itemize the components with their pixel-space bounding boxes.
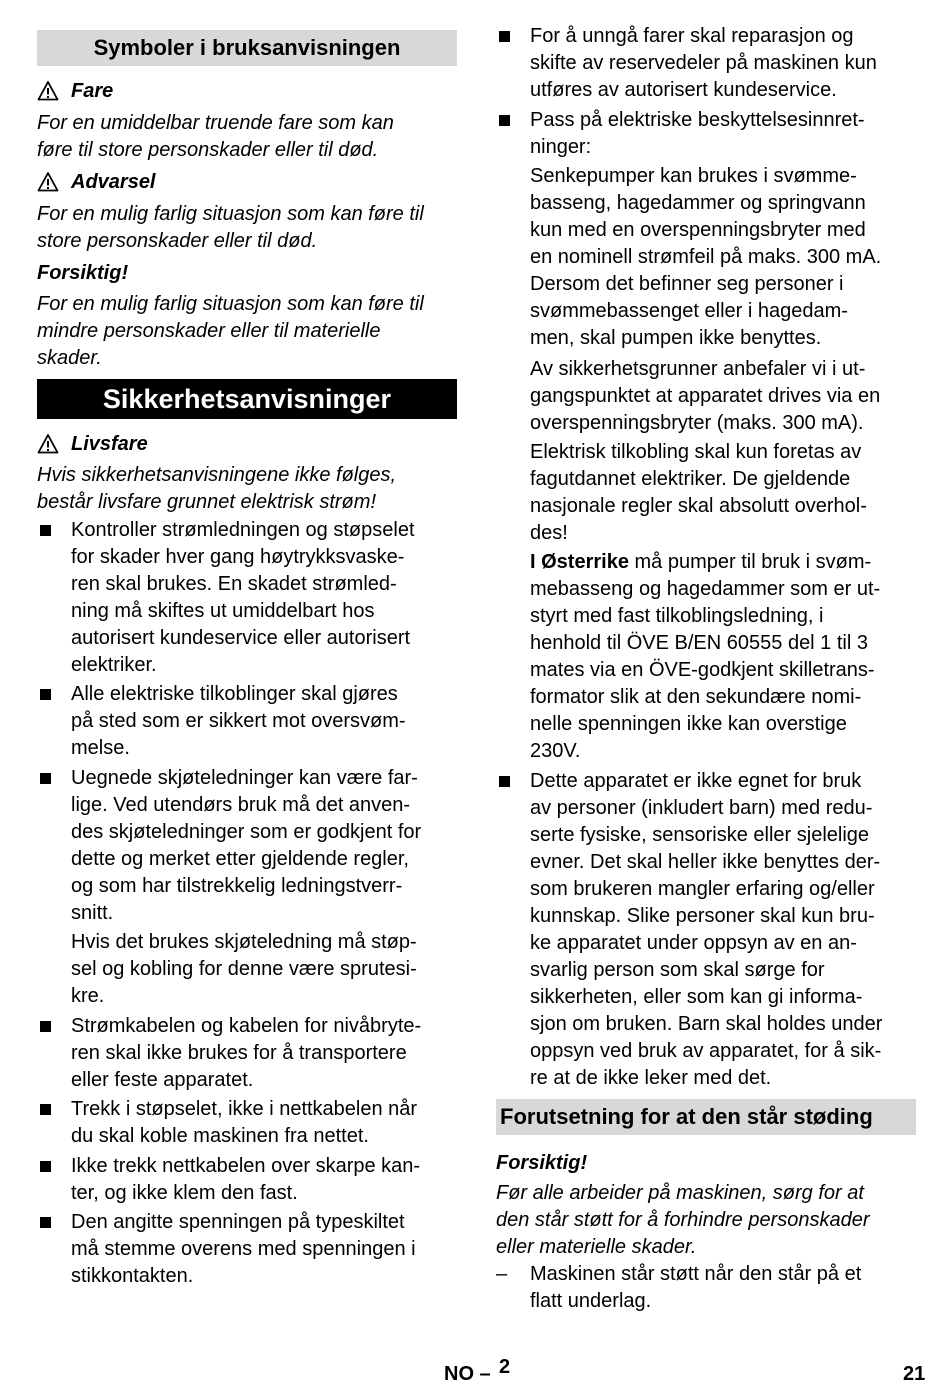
bullet-marker (40, 689, 51, 700)
symbols-heading: Symboler i bruksanvisningen (37, 30, 457, 66)
bullet-item: Kontroller strømledningen og støpselet for skader hver gang høytrykksvaske- ren skal brukes. En skadet strømled- ning må skiftes ut umiddelbart hos autorisert kundeservice eller autorisert elektriker. (71, 519, 415, 676)
stable-heading: Forutsetning for at den står støding (496, 1099, 916, 1135)
bullet-marker (40, 1021, 51, 1032)
bullet-item: Uegnede skjøteledninger kan være far- lige. Ved utendørs bruk må det anven- des skjøteledninger som er godkjent for dette og merket etter gjeldende regler, og som har tilstrekkelig ledningstverr- snitt. (71, 767, 422, 924)
fare-title: Fare (71, 80, 114, 102)
bullet-paragraph: Av sikkerhetsgrunner anbefaler vi i ut- gangspunktet at apparatet drives via en overspenningsbryter (maks. 300 mA). (530, 358, 881, 434)
bullet-paragraph: Elektrisk tilkobling skal kun foretas av fagutdannet elektriker. De gjeldende nasjonale regler skal absolutt overhol- des! (530, 441, 867, 544)
bold-country: I Østerrike (530, 551, 629, 573)
bullet-continuation: Hvis det brukes skjøteledning må støp- sel og kobling for denne være sprutesi- kre. (71, 931, 417, 1007)
warning-triangle-icon (37, 433, 59, 455)
dash-item: Maskinen står støtt når den står på et flatt underlag. (530, 1263, 862, 1312)
advarsel-text: For en mulig farlig situasjon som kan føre til store personskader eller til død. (37, 203, 424, 252)
bullet-item: Ikke trekk nettkabelen over skarpe kan- ter, og ikke klem den fast. (71, 1155, 421, 1204)
bullet-marker (40, 525, 51, 536)
livsfare-title: Livsfare (71, 433, 148, 455)
bullet-marker (40, 773, 51, 784)
bullet-item: Den angitte spenningen på typeskiltet må stemme overens med spenningen i stikkontakten. (71, 1211, 416, 1287)
bullet-item: Trekk i støpselet, ikke i nettkabelen når du skal koble maskinen fra nettet. (71, 1098, 418, 1147)
advarsel-title: Advarsel (71, 171, 156, 193)
bullet-marker (499, 115, 510, 126)
bullet-paragraph: mebasseng og hagedammer som er ut- styrt med fast tilkoblingsledning, i henhold til ÖVE B/EN 60555 del 1 til 3 mates via en ÖVE-godkjent skilletrans- formator slik at den sekundære nomi- nelle spenningen ikke kan overstige 230V. (530, 578, 881, 762)
page-number: 21 (903, 1363, 926, 1385)
bullet-item: Dette apparatet er ikke egnet for bruk av personer (inkludert barn) med redu- serte fysiske, sensoriske eller sjelelige evner. Det skal heller ikke benyttes der- som brukeren mangler erfaring og/eller kunnskap. Slike personer skal kun bru- ke apparatet under oppsyn av en an- svarlig person som skal sørge for sikkerheten, eller som kan gi informa- sjon om bruken. Barn skal holdes under oppsyn ved bruk av apparatet, for å sik- re at de ikke leker med det. (530, 770, 883, 1089)
warning-triangle-icon (37, 171, 59, 193)
bullet-marker (40, 1217, 51, 1228)
bullet-paragraph: Senkepumper kan brukes i svømme- basseng, hagedammer og springvann kun med en overspenningsbryter med en nominell strømfeil på maks. 300 mA. Dersom det befinner seg personer i svømmebassenget eller i hagedam- men, skal pumpen ikke benyttes. (530, 165, 882, 349)
safety-heading: Sikkerhetsanvisninger (37, 379, 457, 419)
bullet-item: For å unngå farer skal reparasjon og skifte av reservedeler på maskinen kun utføres av autorisert kundeservice. (530, 25, 877, 101)
fare-text: For en umiddelbar truende fare som kan føre til store personskader eller til død. (37, 112, 394, 161)
bullet-marker (499, 31, 510, 42)
footer-language-label: NO – (444, 1363, 491, 1385)
bullet-marker (499, 776, 510, 787)
warning-triangle-icon (37, 80, 59, 102)
dash-marker: – (496, 1263, 508, 1285)
bullet-marker (40, 1104, 51, 1115)
bullet-paragraph-first-line (530, 549, 916, 576)
forsiktig-text: For en mulig farlig situasjon som kan føre til mindre personskader eller til materielle skader. (37, 293, 424, 369)
bullet-item: Alle elektriske tilkoblinger skal gjøres på sted som er sikkert mot oversvøm- melse. (71, 683, 406, 759)
forsiktig-text: Før alle arbeider på maskinen, sørg for at den står støtt for å forhindre personskader eller materielle skader. (496, 1182, 870, 1258)
paragraph-first-line-rest: må pumper til bruk i svøm- (628, 551, 872, 573)
bullet-marker (40, 1161, 51, 1172)
forsiktig-title: Forsiktig! (496, 1152, 588, 1174)
bullet-item: Pass på elektriske beskyttelsesinnret- ninger: (530, 109, 865, 158)
bullet-item: Strømkabelen og kabelen for nivåbryte- ren skal ikke brukes for å transportere eller feste apparatet. (71, 1015, 422, 1091)
forsiktig-title: Forsiktig! (37, 262, 129, 284)
footer-section-number: 2 (499, 1356, 511, 1378)
livsfare-text: Hvis sikkerhetsanvisningene ikke følges, består livsfare grunnet elektrisk strøm! (37, 464, 397, 513)
